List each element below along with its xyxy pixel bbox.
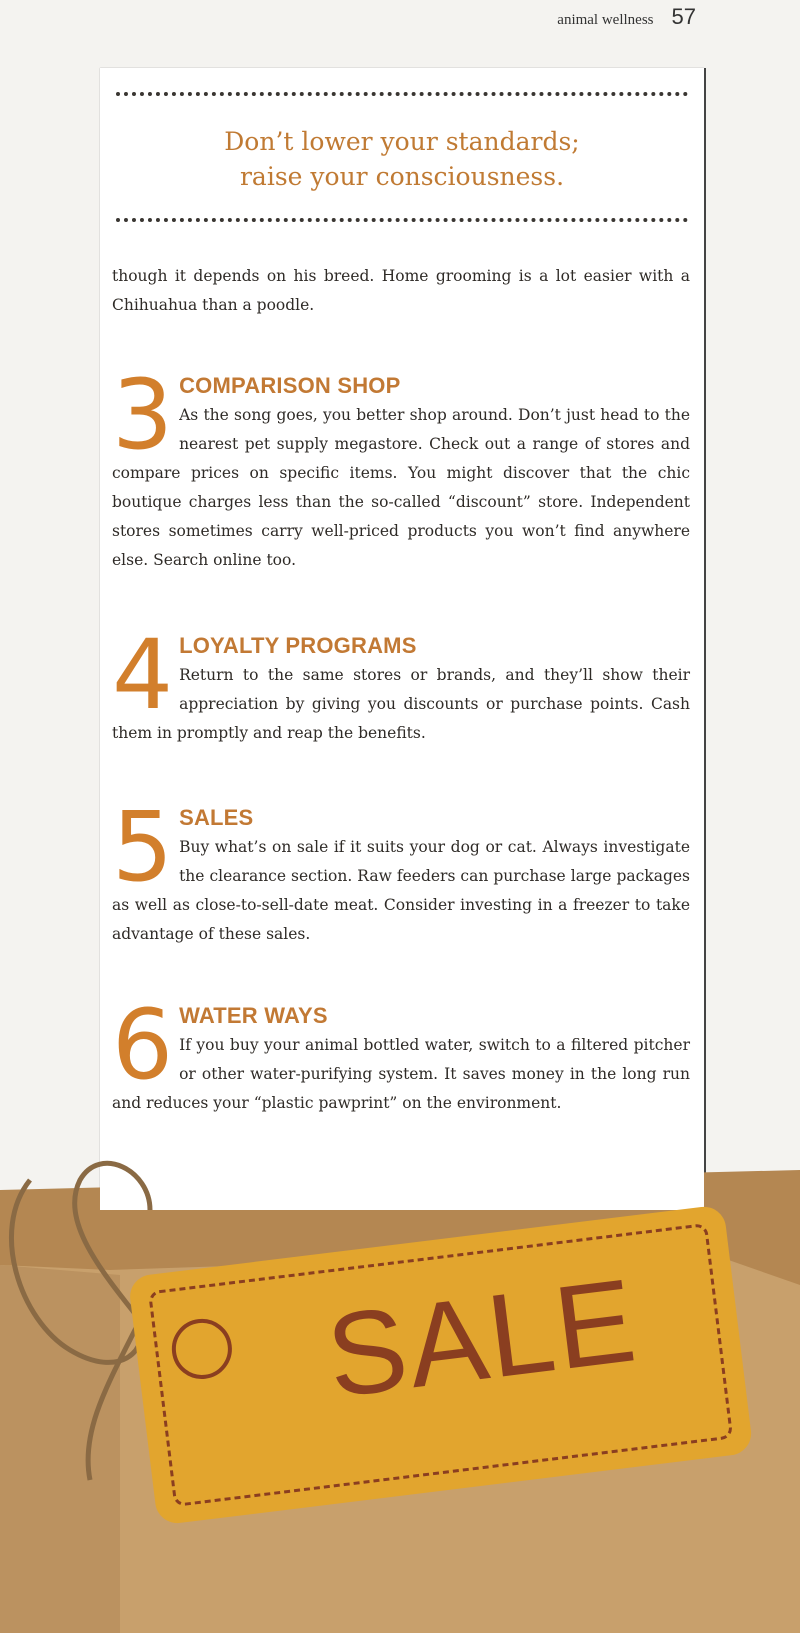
tip-body: Return to the same stores or brands, and they’ll show their appreciation by giving you discounts or purchase points. Cash them in promptly and reap the benefits. (112, 666, 690, 742)
tip-water-ways (112, 989, 690, 1118)
tip-body: If you buy your animal bottled water, switch to a filtered pitcher or other water-purifying system. It saves money in the long run and reduces your “plastic pawprint” on the environment. (112, 1036, 690, 1112)
article-card (100, 68, 704, 1218)
magazine-name: animal wellness (557, 12, 654, 28)
page-header (557, 4, 696, 30)
tip-number: 5 (112, 791, 174, 903)
tip-sales (112, 791, 690, 949)
pull-quote (116, 92, 688, 222)
sale-tag-label: SALE (320, 1254, 644, 1424)
pull-quote-line-2: raise your consciousness. (239, 162, 565, 191)
tip-heading: LOYALTY PROGRAMS (179, 633, 417, 658)
tip-heading: SALES (179, 805, 254, 830)
tip-number: 3 (112, 359, 174, 471)
intro-paragraph: though it depends on his breed. Home grooming is a lot easier with a Chihuahua than a poodle. (112, 267, 690, 314)
page-number: 57 (671, 4, 696, 29)
tip-number: 4 (112, 619, 174, 731)
pull-quote-line-1: Don’t lower your standards; (224, 127, 580, 156)
tip-heading: COMPARISON SHOP (179, 373, 401, 398)
tip-body: Buy what’s on sale if it suits your dog or cat. Always investigate the clearance section. Raw feeders can purchase large packages as well as close-to-sell-date meat. Consider investing in a freezer to take advantage of these sales. (112, 838, 690, 943)
tip-loyalty-programs (112, 619, 690, 748)
tip-number: 6 (112, 989, 174, 1101)
tip-body: As the song goes, you better shop around. Don’t just head to the nearest pet supply megastore. Check out a range of stores and compare prices on specific items. You might discover that the chic boutique charges less than the so-called “discount” store. Independent stores sometimes carry well-priced products you won’t find anywhere else. Search online too. (112, 406, 690, 569)
tip-comparison-shop (112, 359, 690, 575)
tip-heading: WATER WAYS (179, 1003, 328, 1028)
